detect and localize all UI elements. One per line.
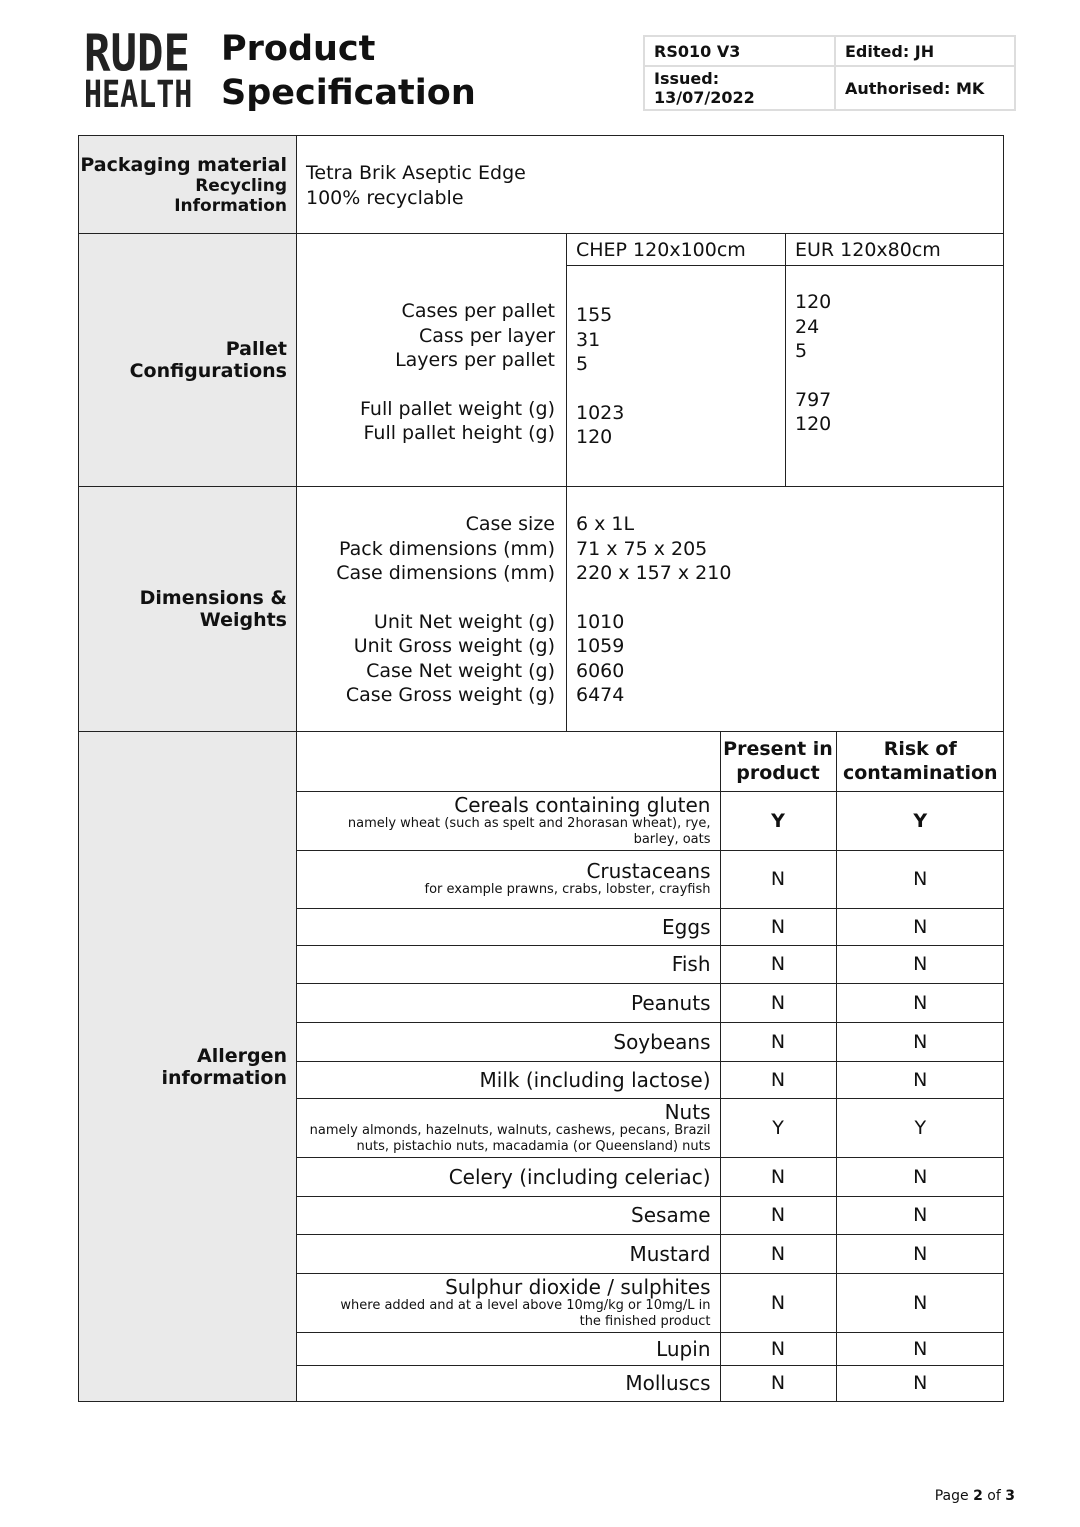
- dimension-row-label: Case Gross weight (g): [345, 684, 555, 706]
- title-line-1: Product: [221, 29, 376, 69]
- allergen-name: Cereals containing gluten: [454, 792, 711, 817]
- table-row: [296, 1196, 1004, 1234]
- logo-line-2: HEALTH: [84, 72, 193, 117]
- present-value: N: [720, 1273, 836, 1332]
- pallet-row-label: Cass per layer: [418, 324, 555, 347]
- allergen-table: [296, 732, 1004, 1401]
- risk-value: N: [836, 983, 1004, 1022]
- allergen-name: Crustaceans: [586, 859, 711, 883]
- eur-value: 24: [795, 315, 820, 338]
- authorised-by: Authorised: MK: [835, 66, 1015, 110]
- dimension-row-labels: [336, 512, 555, 708]
- dimensions-label-line-2: Weights: [199, 609, 287, 631]
- dimension-values: [576, 512, 731, 708]
- present-value: N: [720, 908, 836, 945]
- allergen-note: barley, oats: [633, 831, 711, 847]
- risk-value: N: [836, 1332, 1004, 1365]
- page-title: [221, 27, 476, 115]
- table-row: [296, 908, 1004, 945]
- present-value: N: [720, 850, 836, 908]
- allergen-name: Fish: [671, 952, 711, 976]
- allergen-header-row: [296, 732, 1004, 791]
- title-line-2: Specification: [221, 73, 476, 113]
- page-total: 3: [1005, 1488, 1015, 1504]
- allergen-name: Sulphur dioxide / sulphites: [445, 1274, 711, 1299]
- table-row: [296, 1157, 1004, 1196]
- edited-by: Edited: JH: [835, 36, 1015, 66]
- allergen-note: nuts, pistachio nuts, macadamia (or Queensland) nuts: [356, 1138, 711, 1154]
- logo-line-1: RUDE: [84, 24, 190, 83]
- pallet-row-label: Cases per pallet: [401, 300, 555, 322]
- risk-header-line-2: contamination: [842, 762, 998, 785]
- table-row: [296, 850, 1004, 908]
- chep-value: 1023: [576, 401, 625, 424]
- table-row: [296, 1273, 1004, 1332]
- present-value: N: [720, 945, 836, 983]
- recycling-value: 100% recyclable: [306, 186, 464, 209]
- dimension-value: 6474: [576, 684, 625, 706]
- doc-code: RS010 V3: [644, 36, 835, 66]
- dimension-row-label: Case size: [465, 513, 555, 535]
- risk-header-line-1: Risk of: [883, 738, 957, 761]
- present-header-line-2: product: [736, 762, 820, 785]
- allergen-label-line-1: Allergen: [197, 1044, 287, 1067]
- allergen-note: for example prawns, crabs, lobster, crayfish: [424, 882, 711, 897]
- allergen-name: Milk (including lactose): [479, 1067, 711, 1092]
- eur-header: EUR 120x80cm: [795, 239, 941, 261]
- dimension-value: 71 x 75 x 205: [576, 537, 708, 560]
- risk-value: N: [836, 1157, 1004, 1196]
- pallet-label: [79, 234, 297, 486]
- risk-value: N: [836, 1022, 1004, 1061]
- table-row: [296, 1332, 1004, 1365]
- dimensions-section: [78, 486, 1004, 732]
- eur-value: 797: [795, 388, 832, 411]
- present-value: N: [720, 1234, 836, 1273]
- allergen-label: [79, 732, 297, 1401]
- table-row: [296, 983, 1004, 1022]
- page-current: 2: [973, 1488, 983, 1504]
- allergen-note: namely almonds, hazelnuts, walnuts, cashews, pecans, Brazil: [309, 1122, 711, 1138]
- table-row: [296, 1061, 1004, 1098]
- risk-header: [836, 732, 1004, 791]
- risk-value: N: [836, 850, 1004, 908]
- dimension-value: 220 x 157 x 210: [576, 562, 732, 584]
- packaging-values: [306, 161, 526, 210]
- dimension-value: 6060: [576, 659, 625, 682]
- dimension-row-label: Unit Gross weight (g): [353, 635, 555, 657]
- present-value: N: [720, 1022, 836, 1061]
- risk-value: Y: [836, 791, 1004, 850]
- pallet-row-labels: [360, 299, 555, 446]
- table-row: [296, 1365, 1004, 1401]
- allergen-note: namely wheat (such as spelt and 2horasan wheat), rye,: [347, 815, 711, 831]
- page-word: Page: [934, 1488, 969, 1504]
- recycling-info-label: Recycling Information: [174, 175, 287, 216]
- risk-value: N: [836, 1061, 1004, 1098]
- allergen-name: Nuts: [664, 1099, 711, 1124]
- dimension-row-label: Pack dimensions (mm): [339, 537, 555, 560]
- chep-value: 31: [576, 328, 601, 351]
- chep-values: [576, 303, 624, 450]
- table-row: [296, 945, 1004, 983]
- of-word: of: [987, 1488, 1001, 1504]
- dimensions-label: [79, 487, 297, 731]
- eur-value: 120: [795, 413, 832, 435]
- allergen-note: the finished product: [579, 1313, 711, 1329]
- present-header: [720, 732, 836, 791]
- dimension-row-label: Case dimensions (mm): [336, 562, 555, 584]
- chep-value: 5: [576, 353, 589, 375]
- present-value: N: [720, 1196, 836, 1234]
- dimension-value: 6 x 1L: [576, 513, 635, 535]
- page-number: [935, 1488, 1015, 1504]
- packaging-section: [78, 135, 1004, 234]
- packaging-material-label: Packaging material: [80, 153, 287, 176]
- present-value: Y: [720, 1098, 836, 1157]
- risk-value: N: [836, 1196, 1004, 1234]
- dimension-value: 1010: [576, 610, 625, 633]
- packaging-material-value: Tetra Brik Aseptic Edge: [306, 162, 526, 184]
- allergen-name: Eggs: [662, 914, 711, 939]
- present-value: N: [720, 1157, 836, 1196]
- present-value: N: [720, 1061, 836, 1098]
- chep-value: 155: [576, 304, 613, 326]
- present-header-line-1: Present in: [723, 738, 833, 761]
- dimension-row-label: Unit Net weight (g): [373, 610, 555, 633]
- allergen-name: Sesame: [631, 1203, 711, 1227]
- present-value: N: [720, 983, 836, 1022]
- pallet-section: [78, 233, 1004, 487]
- allergen-name: Molluscs: [625, 1371, 711, 1396]
- risk-value: Y: [836, 1098, 1004, 1157]
- eur-value: 5: [795, 340, 808, 362]
- pallet-configurations-label: Pallet Configurations: [129, 338, 287, 382]
- document-meta-table: [643, 35, 1016, 111]
- table-row: [296, 1234, 1004, 1273]
- allergen-name: Mustard: [629, 1241, 711, 1266]
- present-value: N: [720, 1332, 836, 1365]
- allergen-note: where added and at a level above 10mg/kg or 10mg/L in: [340, 1297, 711, 1313]
- allergen-label-line-2: information: [161, 1066, 287, 1089]
- allergen-name: Peanuts: [630, 990, 711, 1015]
- pallet-row-label: Full pallet height (g): [363, 422, 555, 444]
- table-row: [296, 1022, 1004, 1061]
- pallet-row-label: Full pallet weight (g): [360, 397, 555, 420]
- table-row: [296, 791, 1004, 850]
- present-value: Y: [720, 791, 836, 850]
- allergen-section: [78, 731, 1004, 1402]
- chep-value: 120: [576, 426, 613, 448]
- present-value: N: [720, 1365, 836, 1401]
- packaging-label: [79, 136, 297, 233]
- allergen-name: Soybeans: [613, 1029, 711, 1054]
- eur-value: 120: [795, 291, 832, 313]
- pallet-row-label: Layers per pallet: [395, 349, 555, 371]
- risk-value: N: [836, 908, 1004, 945]
- dimensions-label-line-1: Dimensions &: [139, 587, 287, 609]
- eur-values: [795, 290, 831, 437]
- risk-value: N: [836, 1273, 1004, 1332]
- chep-header: CHEP 120x100cm: [576, 239, 746, 261]
- brand-logo: [84, 24, 193, 117]
- risk-value: N: [836, 1365, 1004, 1401]
- dimension-row-label: Case Net weight (g): [366, 659, 555, 682]
- risk-value: N: [836, 945, 1004, 983]
- allergen-name: Celery (including celeriac): [448, 1164, 711, 1189]
- issued-date: Issued: 13/07/2022: [644, 66, 835, 110]
- risk-value: N: [836, 1234, 1004, 1273]
- dimension-value: 1059: [576, 635, 625, 657]
- table-row: [296, 1098, 1004, 1157]
- allergen-name: Lupin: [656, 1336, 711, 1361]
